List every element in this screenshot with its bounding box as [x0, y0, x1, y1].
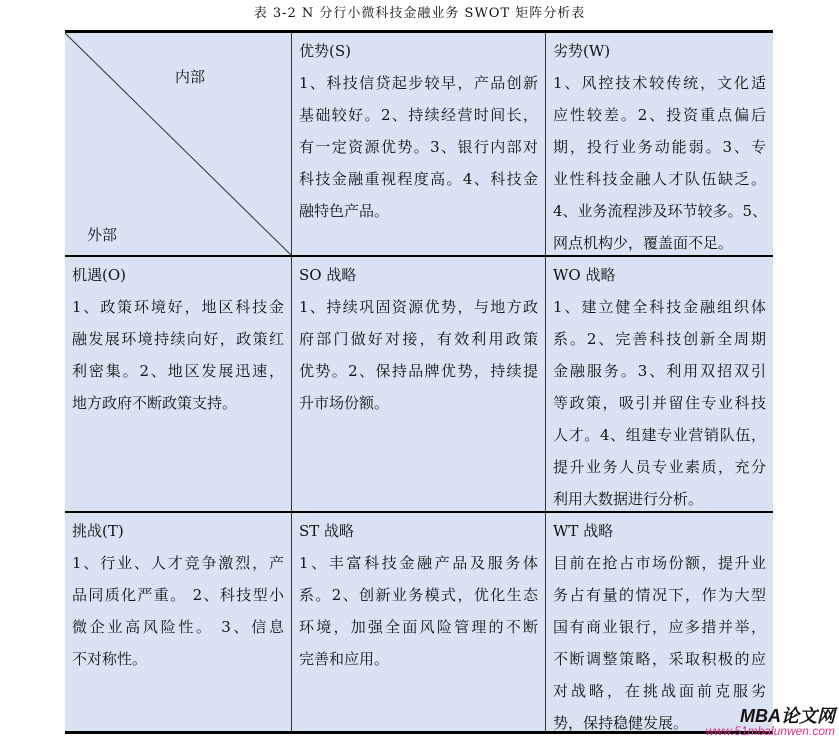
cell-text-line: 系。2、创新业务模式，优化生态: [299, 586, 538, 604]
cell-text-line: 基础较好。2、持续经营时间长，: [299, 106, 538, 124]
cell-text-line: 期，投行业务动能弱。3、专: [553, 138, 766, 156]
cell-text-line: 等政策，吸引并留住专业科技: [553, 394, 766, 412]
cell-text-line: 网点机构少，覆盖面不足。: [553, 234, 734, 252]
cell-text-line: 1、丰富科技金融产品及服务体: [299, 554, 538, 572]
cell-text-line: 对战略，在挑战面前克服劣: [553, 682, 766, 700]
cell-text-line: 业性科技金融人才队伍缺乏。: [553, 170, 766, 188]
cell-text-line: 1、风控技术较传统，文化适: [553, 74, 766, 92]
cell-text-line: 升市场份额。: [299, 394, 390, 412]
cell-text-line: 府部门做好对接，有效利用政策: [299, 330, 538, 348]
cell-text-line: 势，保持稳健发展。: [553, 714, 689, 732]
cell-text-line: 系。2、完善科技创新全周期: [553, 330, 766, 348]
cell-text-line: 融发展环境持续向好，政策红: [72, 330, 284, 348]
cell-text-line: 国有商业银行，应多措并举，: [553, 618, 766, 636]
cell-title: 挑战(T): [72, 522, 124, 540]
cell-st-strategy: [292, 513, 545, 675]
cell-text-line: 应性较差。2、投资重点偏后: [553, 106, 766, 124]
cell-text-line: 务占有量的情况下，作为大型: [553, 586, 766, 604]
cell-text-line: 优势。2、保持品牌优势，持续提: [299, 362, 538, 380]
cell-text-line: 科技金融重视程度高。4、科技金: [299, 170, 538, 188]
cell-title: SO 战略: [299, 266, 357, 284]
corner-external-label: 外部: [87, 226, 118, 244]
cell-text-line: 1、行业、人才竞争激烈，产: [72, 554, 284, 572]
cell-text-line: 融特色产品。: [299, 202, 390, 220]
cell-title: WO 战略: [553, 266, 616, 284]
cell-text-line: 目前在抢占市场份额，提升业: [553, 554, 766, 572]
cell-text-line: 品同质化严重。 2、科技型小: [72, 586, 284, 604]
cell-text-line: 人才。4、组建专业营销队伍，: [553, 426, 766, 444]
cell-threats: [65, 513, 291, 675]
cell-text-line: 有一定资源优势。3、银行内部对: [299, 138, 538, 156]
cell-text-line: 不断调整策略，采取积极的应: [553, 650, 766, 668]
cell-opportunities: [65, 257, 291, 419]
watermark-url: www.51mbalunwen.com: [705, 724, 835, 738]
cell-text-line: 1、科技信贷起步较早，产品创新: [299, 74, 538, 92]
cell-title: 机遇(O): [72, 266, 127, 284]
cell-text-line: 提升业务人员专业素质，充分: [553, 458, 766, 476]
cell-weaknesses: [546, 33, 773, 259]
cell-text-line: 环境，加强全面风险管理的不断: [299, 618, 538, 636]
cell-so-strategy: [292, 257, 545, 419]
cell-strengths: [292, 33, 545, 227]
corner-internal-label: 内部: [175, 68, 206, 86]
cell-title: ST 战略: [299, 522, 355, 540]
watermark-brand: MBA论文网: [740, 706, 835, 726]
cell-text-line: 1、建立健全科技金融组织体: [553, 298, 766, 316]
cell-text-line: 利用大数据进行分析。: [553, 490, 704, 508]
cell-text-line: 不对称性。: [72, 650, 148, 668]
cell-text-line: 利密集。2、地区发展迅速，: [72, 362, 284, 380]
cell-title: 劣势(W): [553, 42, 611, 60]
cell-text-line: 1、政策环境好，地区科技金: [72, 298, 284, 316]
cell-title: 优势(S): [299, 42, 351, 60]
swot-table: [65, 30, 773, 734]
cell-text-line: 地方政府不断政策支持。: [72, 394, 238, 412]
cell-text-line: 1、持续巩固资源优势，与地方政: [299, 298, 538, 316]
cell-text-line: 4、业务流程涉及环节较多。5、: [553, 202, 768, 220]
watermark-logo: [706, 707, 835, 738]
cell-wo-strategy: [546, 257, 773, 515]
cell-wt-strategy: [546, 513, 773, 739]
cell-text-line: 金融服务。3、利用双招双引: [553, 362, 766, 380]
cell-text-line: 完善和应用。: [299, 650, 390, 668]
cell-text-line: 微企业高风险性。 3、信息: [72, 618, 284, 636]
table-caption: 表 3-2 N 分行小微科技金融业务 SWOT 矩阵分析表: [253, 6, 586, 21]
cell-title: WT 战略: [553, 522, 614, 540]
